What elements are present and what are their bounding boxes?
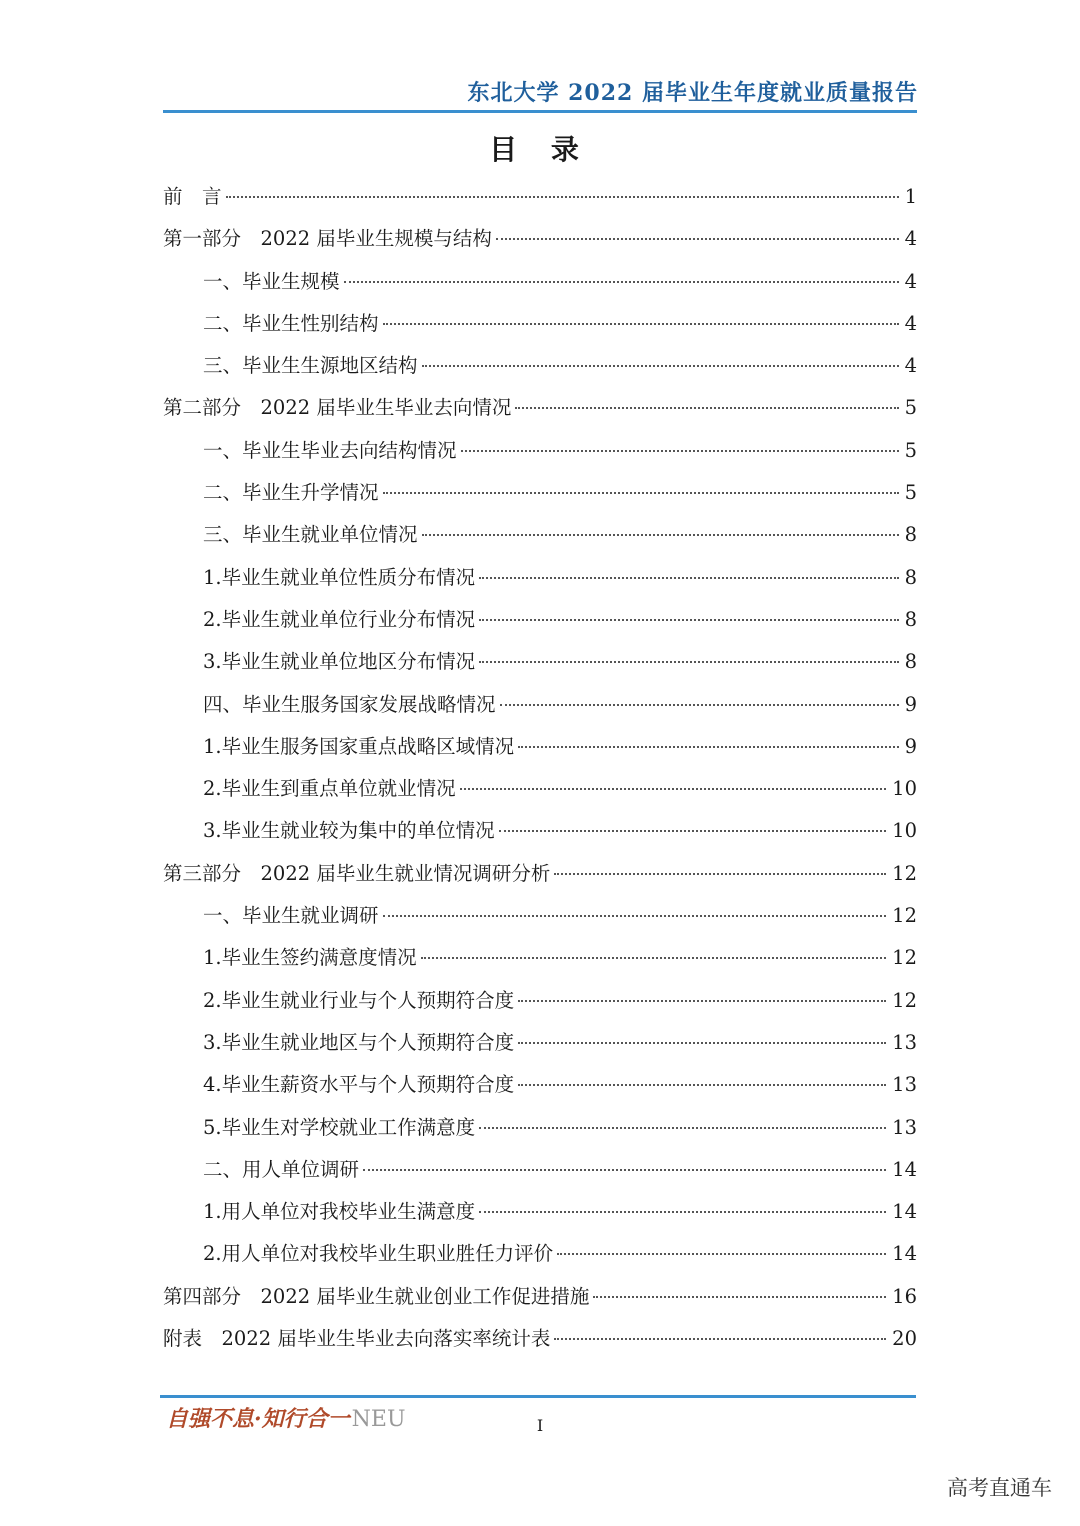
toc-entry[interactable] <box>163 641 917 683</box>
toc-leader-dots <box>518 1084 886 1086</box>
toc-entry[interactable] <box>163 557 917 599</box>
toc-entry[interactable] <box>163 895 917 937</box>
toc-entry-label: 附表 2022 届毕业生毕业去向落实率统计表 <box>163 1327 551 1351</box>
toc-entry[interactable] <box>163 684 917 726</box>
toc-entry-label: 三、毕业生生源地区结构 <box>203 354 418 378</box>
toc-entry-label: 4.毕业生薪资水平与个人预期符合度 <box>203 1073 515 1097</box>
toc-entry-page: 10 <box>892 819 917 843</box>
toc-entry-label: 5.毕业生对学校就业工作满意度 <box>203 1115 476 1139</box>
toc-entry[interactable] <box>163 430 917 472</box>
toc-entry-page: 1 <box>904 185 917 208</box>
toc-entry-page: 8 <box>904 607 917 631</box>
toc-leader-dots <box>554 1338 886 1340</box>
toc-leader-dots <box>422 534 899 536</box>
toc-entry[interactable] <box>163 1022 917 1064</box>
toc-leader-dots <box>593 1296 886 1298</box>
toc-entry-label: 第二部分 2022 届毕业生毕业去向情况 <box>163 396 512 420</box>
toc-entry[interactable] <box>163 1149 917 1191</box>
header-divider <box>163 110 917 113</box>
toc-leader-dots <box>460 788 887 790</box>
toc-entry[interactable] <box>163 514 917 556</box>
toc-entry-page: 12 <box>892 861 917 885</box>
toc-entry-page: 8 <box>904 523 917 547</box>
toc-entry[interactable] <box>163 726 917 768</box>
toc-entry-label: 一、毕业生规模 <box>203 269 340 293</box>
table-of-contents <box>163 176 917 1360</box>
toc-entry-page: 12 <box>892 904 917 928</box>
toc-leader-dots <box>500 704 899 706</box>
toc-entry-page: 9 <box>904 692 917 716</box>
toc-leader-dots <box>383 492 899 494</box>
toc-entry-page: 13 <box>892 1073 917 1097</box>
toc-entry-page: 13 <box>892 1115 917 1139</box>
toc-entry-page: 16 <box>892 1284 917 1308</box>
toc-title: 目 录 <box>489 133 591 166</box>
footer-divider <box>160 1395 916 1398</box>
toc-entry[interactable] <box>163 1233 917 1275</box>
toc-leader-dots <box>557 1253 886 1255</box>
toc-entry-label: 1.毕业生就业单位性质分布情况 <box>203 565 476 589</box>
toc-entry-page: 14 <box>892 1200 917 1224</box>
toc-entry[interactable] <box>163 472 917 514</box>
toc-entry-label: 2.毕业生到重点单位就业情况 <box>203 777 456 801</box>
toc-entry-label: 3.毕业生就业较为集中的单位情况 <box>203 819 495 843</box>
toc-entry[interactable] <box>163 810 917 852</box>
motto-text: 自强不息·知行合一 <box>166 1406 350 1432</box>
toc-leader-dots <box>479 1127 886 1129</box>
toc-entry-page: 5 <box>904 396 917 420</box>
toc-entry[interactable] <box>163 303 917 345</box>
toc-leader-dots <box>515 407 898 409</box>
toc-entry-label: 一、毕业生毕业去向结构情况 <box>203 438 457 462</box>
toc-entry[interactable] <box>163 1318 917 1360</box>
toc-leader-dots <box>226 196 899 198</box>
toc-entry-label: 2.用人单位对我校毕业生职业胜任力评价 <box>203 1242 554 1266</box>
toc-leader-dots <box>518 1000 886 1002</box>
toc-entry[interactable] <box>163 176 917 218</box>
toc-entry[interactable] <box>163 218 917 260</box>
toc-entry[interactable] <box>163 937 917 979</box>
toc-entry-label: 二、毕业生性别结构 <box>203 311 379 335</box>
toc-leader-dots <box>461 450 899 452</box>
toc-entry[interactable] <box>163 1191 917 1233</box>
toc-leader-dots <box>383 915 887 917</box>
toc-entry-page: 8 <box>904 650 917 674</box>
toc-entry[interactable] <box>163 345 917 387</box>
toc-leader-dots <box>363 1169 886 1171</box>
report-header-title: 东北大学 2022 届毕业生年度就业质量报告 <box>467 80 918 106</box>
toc-entry-label: 一、毕业生就业调研 <box>203 904 379 928</box>
toc-leader-dots <box>479 1211 886 1213</box>
toc-leader-dots <box>554 873 886 875</box>
toc-entry[interactable] <box>163 1107 917 1149</box>
toc-leader-dots <box>344 281 899 283</box>
toc-entry[interactable] <box>163 1064 917 1106</box>
toc-leader-dots <box>479 577 898 579</box>
toc-entry-label: 1.用人单位对我校毕业生满意度 <box>203 1200 476 1224</box>
page-number: I <box>536 1416 544 1435</box>
toc-leader-dots <box>383 323 899 325</box>
toc-entry-page: 20 <box>892 1327 917 1351</box>
toc-entry-label: 二、用人单位调研 <box>203 1157 360 1181</box>
toc-leader-dots <box>518 1042 886 1044</box>
toc-entry-label: 2.毕业生就业行业与个人预期符合度 <box>203 988 515 1012</box>
toc-entry-page: 8 <box>904 565 917 589</box>
toc-entry-page: 10 <box>892 777 917 801</box>
toc-entry[interactable] <box>163 1276 917 1318</box>
toc-entry-label: 2.毕业生就业单位行业分布情况 <box>203 607 476 631</box>
toc-entry-page: 4 <box>904 269 917 293</box>
toc-entry-label: 第三部分 2022 届毕业生就业情况调研分析 <box>163 861 551 885</box>
toc-entry-page: 13 <box>892 1030 917 1054</box>
toc-entry-page: 14 <box>892 1242 917 1266</box>
toc-leader-dots <box>479 619 898 621</box>
toc-entry-label: 三、毕业生就业单位情况 <box>203 523 418 547</box>
toc-entry-page: 4 <box>904 311 917 335</box>
toc-entry[interactable] <box>163 980 917 1022</box>
toc-leader-dots <box>518 746 898 748</box>
toc-entry-page: 5 <box>904 481 917 505</box>
toc-entry-label: 1.毕业生签约满意度情况 <box>203 946 417 970</box>
toc-leader-dots <box>499 830 887 832</box>
toc-entry[interactable] <box>163 387 917 429</box>
toc-entry-page: 12 <box>892 988 917 1012</box>
toc-entry-label: 二、毕业生升学情况 <box>203 481 379 505</box>
toc-entry-page: 5 <box>904 438 917 462</box>
toc-entry[interactable] <box>163 853 917 895</box>
toc-entry-label: 四、毕业生服务国家发展战略情况 <box>203 692 496 716</box>
toc-leader-dots <box>496 238 899 240</box>
toc-entry-label: 1.毕业生服务国家重点战略区域情况 <box>203 734 515 758</box>
toc-entry[interactable] <box>163 261 917 303</box>
toc-entry[interactable] <box>163 768 917 810</box>
toc-entry-label: 前 言 <box>163 185 222 208</box>
toc-entry-page: 9 <box>904 734 917 758</box>
toc-entry-page: 4 <box>904 227 917 251</box>
toc-entry-label: 3.毕业生就业地区与个人预期符合度 <box>203 1030 515 1054</box>
toc-entry-label: 第一部分 2022 届毕业生规模与结构 <box>163 227 492 251</box>
watermark: 高考直通车 <box>947 1476 1052 1500</box>
toc-entry-page: 4 <box>904 354 917 378</box>
toc-entry[interactable] <box>163 599 917 641</box>
toc-leader-dots <box>479 661 898 663</box>
toc-entry-label: 第四部分 2022 届毕业生就业创业工作促进措施 <box>163 1284 590 1308</box>
toc-entry-page: 14 <box>892 1157 917 1181</box>
toc-leader-dots <box>422 365 899 367</box>
neu-logo-text: NEU <box>351 1407 406 1432</box>
toc-entry-page: 12 <box>892 946 917 970</box>
toc-entry-label: 3.毕业生就业单位地区分布情况 <box>203 650 476 674</box>
toc-leader-dots <box>421 957 887 959</box>
